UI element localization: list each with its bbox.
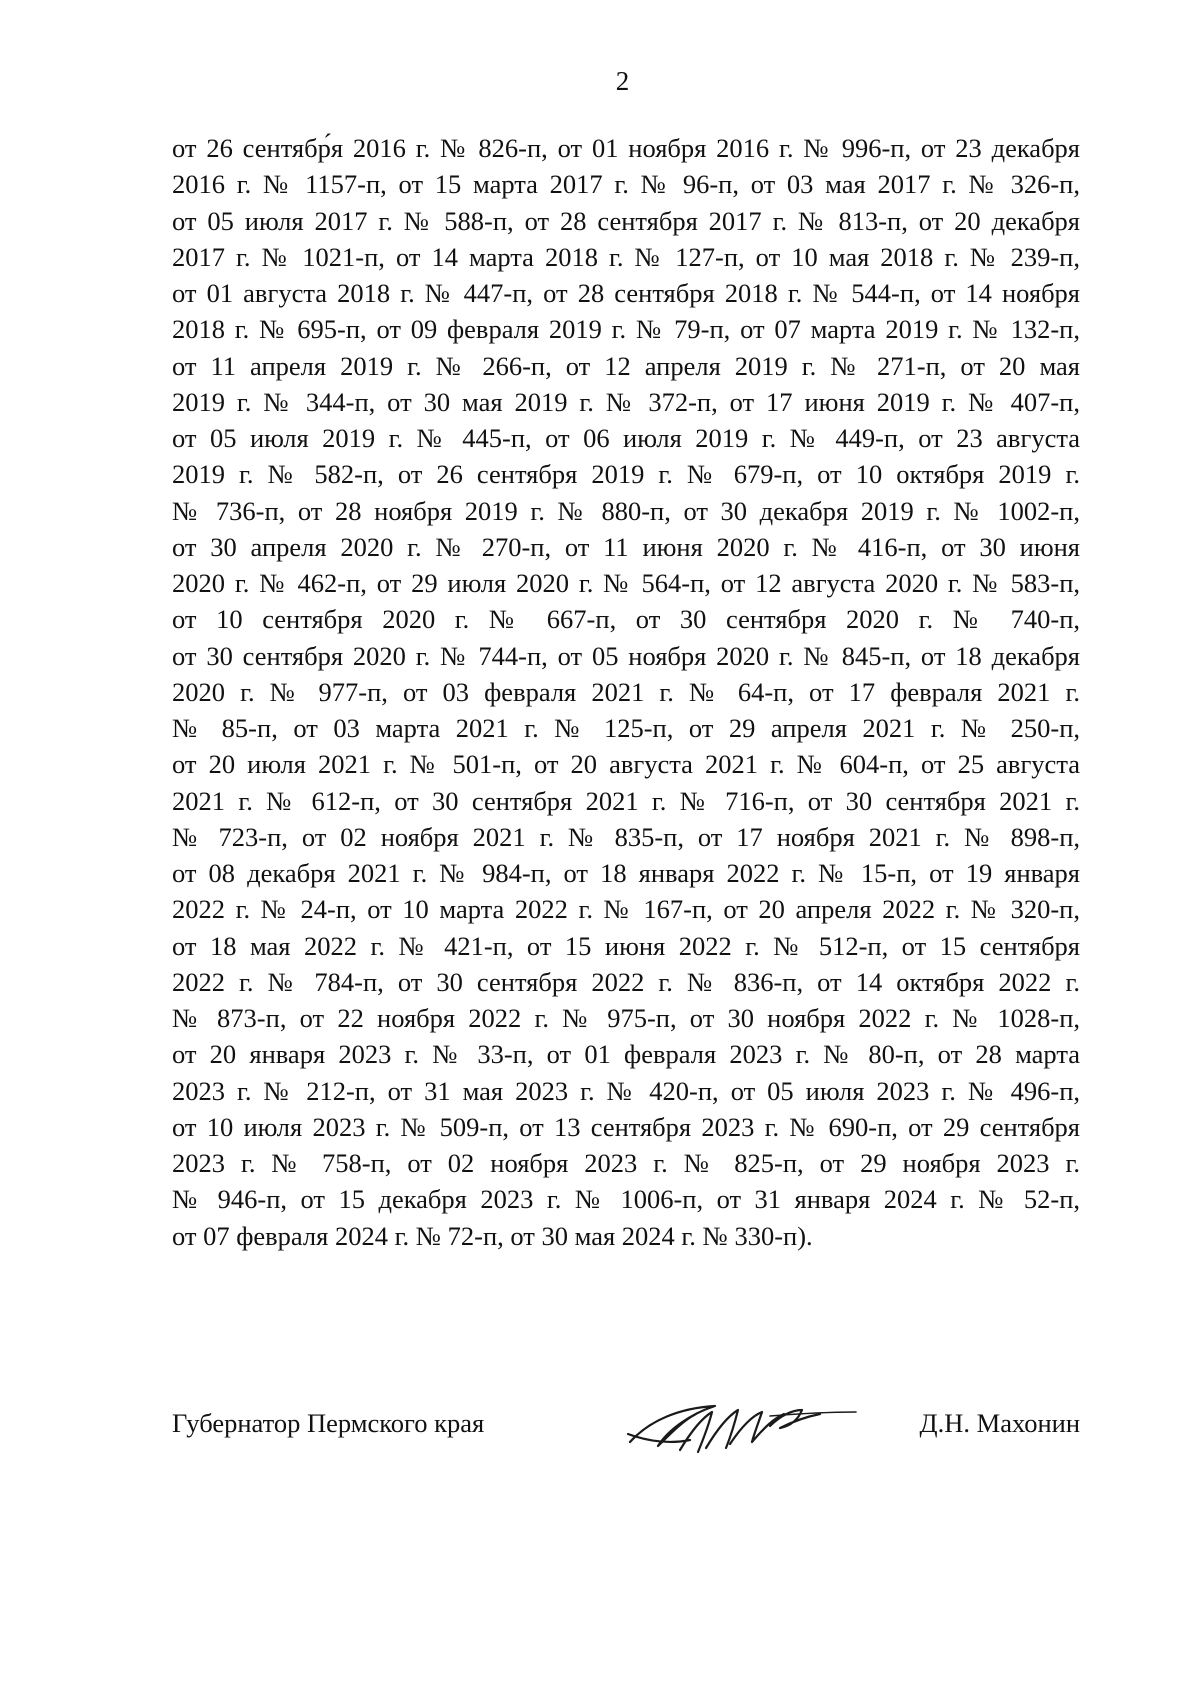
text-line: от 30 апреля 2020 г. № 270-п, от 11 июня 2020 г. № 416-п, от 30 июня bbox=[172, 531, 1080, 562]
signer-name: Д.Н. Махонин bbox=[919, 1408, 1080, 1438]
text-line: от 18 мая 2022 г. № 421-п, от 15 июня 2022 г. № 512-п, от 15 сентября bbox=[172, 930, 1080, 961]
text-line: от 01 августа 2018 г. № 447-п, от 28 сентября 2018 г. № 544-п, от 14 ноября bbox=[172, 278, 1080, 308]
text-line: от 20 июля 2021 г. № 501-п, от 20 августа 2021 г. № 604-п, от 25 августа bbox=[172, 749, 1080, 780]
signature-block bbox=[172, 1390, 1080, 1460]
text-line: № 873-п, от 22 ноября 2022 г. № 975-п, от 30 ноября 2022 г. № 1028-п, bbox=[172, 1003, 1080, 1033]
text-line: 2019 г. № 582-п, от 26 сентября 2019 г. № 679-п, от 10 октября 2019 г. bbox=[172, 459, 1080, 490]
text-line: от 26 сентябр́я 2016 г. № 826-п, от 01 ноября 2016 г. № 996-п, от 23 декабря bbox=[172, 133, 1080, 163]
page-number: 2 bbox=[615, 66, 630, 96]
text-line: 2018 г. № 695-п, от 09 февраля 2019 г. № 79-п, от 07 марта 2019 г. № 132-п, bbox=[172, 314, 1080, 345]
text-line: 2020 г. № 462-п, от 29 июля 2020 г. № 564-п, от 12 августа 2020 г. № 583-п, bbox=[172, 568, 1080, 598]
text-line: от 10 сентября 2020 г. № 667-п, от 30 сентября 2020 г. № 740-п, bbox=[172, 604, 1080, 635]
text-line: № 85-п, от 03 марта 2021 г. № 125-п, от 29 апреля 2021 г. № 250-п, bbox=[172, 713, 1080, 743]
text-line: от 20 января 2023 г. № 33-п, от 01 февраля 2023 г. № 80-п, от 28 марта bbox=[172, 1039, 1080, 1070]
text-line: 2021 г. № 612-п, от 30 сентября 2021 г. № 716-п, от 30 сентября 2021 г. bbox=[172, 785, 1080, 816]
text-line: от 11 апреля 2019 г. № 266-п, от 12 апреля 2019 г. № 271-п, от 20 мая bbox=[172, 350, 1080, 381]
text-line: от 10 июля 2023 г. № 509-п, от 13 сентября 2023 г. № 690-п, от 29 сентября bbox=[172, 1111, 1080, 1142]
handwritten-signature bbox=[620, 1390, 860, 1460]
body-text bbox=[172, 130, 1080, 1254]
text-line: № 946-п, от 15 декабря 2023 г. № 1006-п, от 31 января 2024 г. № 52-п, bbox=[172, 1184, 1080, 1215]
text-line: от 30 сентября 2020 г. № 744-п, от 05 ноября 2020 г. № 845-п, от 18 декабря bbox=[172, 640, 1080, 671]
text-line: 2017 г. № 1021-п, от 14 марта 2018 г. № 127-п, от 10 мая 2018 г. № 239-п, bbox=[172, 241, 1080, 272]
text-line: 2022 г. № 24-п, от 10 марта 2022 г. № 167-п, от 20 апреля 2022 г. № 320-п, bbox=[172, 894, 1080, 925]
text-line: от 05 июля 2019 г. № 445-п, от 06 июля 2019 г. № 449-п, от 23 августа bbox=[172, 423, 1080, 453]
text-line: № 723-п, от 02 ноября 2021 г. № 835-п, от 17 ноября 2021 г. № 898-п, bbox=[172, 821, 1080, 852]
text-line: 2023 г. № 212-п, от 31 мая 2023 г. № 420-п, от 05 июля 2023 г. № 496-п, bbox=[172, 1075, 1080, 1106]
text-line: 2016 г. № 1157-п, от 15 марта 2017 г. № 96-п, от 03 мая 2017 г. № 326-п, bbox=[172, 169, 1080, 200]
text-line: № 736-п, от 28 ноября 2019 г. № 880-п, от 30 декабря 2019 г. № 1002-п, bbox=[172, 495, 1080, 526]
text-line: от 08 декабря 2021 г. № 984-п, от 18 января 2022 г. № 15-п, от 19 января bbox=[172, 858, 1080, 888]
text-line: от 05 июля 2017 г. № 588-п, от 28 сентября 2017 г. № 813-п, от 20 декабря bbox=[172, 205, 1080, 236]
signer-title: Губернатор Пермского края bbox=[172, 1408, 485, 1438]
text-line: 2019 г. № 344-п, от 30 мая 2019 г. № 372-п, от 17 июня 2019 г. № 407-п, bbox=[172, 386, 1080, 417]
text-line: от 07 февраля 2024 г. № 72-п, от 30 мая 2024 г. № 330-п). bbox=[172, 1220, 813, 1251]
text-line: 2022 г. № 784-п, от 30 сентября 2022 г. № 836-п, от 14 октября 2022 г. bbox=[172, 966, 1080, 997]
text-line: 2023 г. № 758-п, от 02 ноября 2023 г. № 825-п, от 29 ноября 2023 г. bbox=[172, 1148, 1080, 1178]
text-line: 2020 г. № 977-п, от 03 февраля 2021 г. № 64-п, от 17 февраля 2021 г. bbox=[172, 676, 1080, 707]
